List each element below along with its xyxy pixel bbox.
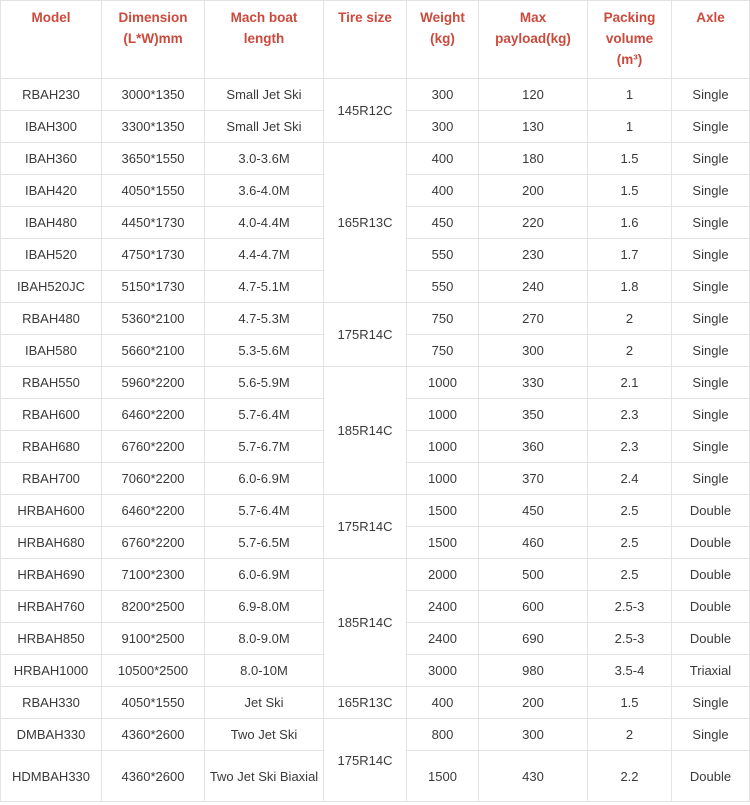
- cell-boat-length: 5.7-6.4M: [205, 399, 324, 431]
- cell-packing-volume: 2.5: [588, 495, 672, 527]
- cell-weight: 400: [407, 143, 479, 175]
- cell-weight: 800: [407, 719, 479, 751]
- cell-max-payload: 120: [479, 79, 588, 111]
- cell-boat-length: 4.7-5.1M: [205, 271, 324, 303]
- cell-packing-volume: 1.7: [588, 239, 672, 271]
- cell-boat-length: 5.6-5.9M: [205, 367, 324, 399]
- cell-model: IBAH360: [1, 143, 102, 175]
- cell-max-payload: 180: [479, 143, 588, 175]
- cell-tire-size: 175R14C: [324, 719, 407, 802]
- cell-dimension: 4450*1730: [102, 207, 205, 239]
- cell-model: RBAH700: [1, 463, 102, 495]
- cell-packing-volume: 1.8: [588, 271, 672, 303]
- cell-model: DMBAH330: [1, 719, 102, 751]
- cell-axle: Single: [672, 367, 750, 399]
- cell-boat-length: 6.0-6.9M: [205, 559, 324, 591]
- cell-weight: 1000: [407, 367, 479, 399]
- cell-weight: 1000: [407, 463, 479, 495]
- cell-packing-volume: 2: [588, 303, 672, 335]
- cell-axle: Single: [672, 463, 750, 495]
- cell-dimension: 6760*2200: [102, 431, 205, 463]
- cell-max-payload: 240: [479, 271, 588, 303]
- cell-packing-volume: 2.5: [588, 559, 672, 591]
- cell-packing-volume: 2.3: [588, 399, 672, 431]
- cell-max-payload: 300: [479, 719, 588, 751]
- cell-model: HRBAH1000: [1, 655, 102, 687]
- cell-weight: 750: [407, 335, 479, 367]
- cell-weight: 550: [407, 239, 479, 271]
- cell-tire-size: 175R14C: [324, 495, 407, 559]
- cell-packing-volume: 2: [588, 719, 672, 751]
- cell-boat-length: 8.0-10M: [205, 655, 324, 687]
- cell-packing-volume: 2.3: [588, 431, 672, 463]
- cell-weight: 1000: [407, 399, 479, 431]
- cell-max-payload: 200: [479, 687, 588, 719]
- header-axle: Axle: [672, 1, 750, 79]
- cell-axle: Double: [672, 559, 750, 591]
- cell-model: RBAH550: [1, 367, 102, 399]
- cell-weight: 300: [407, 111, 479, 143]
- cell-packing-volume: 1.6: [588, 207, 672, 239]
- cell-axle: Single: [672, 431, 750, 463]
- cell-axle: Single: [672, 79, 750, 111]
- cell-boat-length: 5.7-6.4M: [205, 495, 324, 527]
- cell-tire-size: 185R14C: [324, 559, 407, 687]
- cell-weight: 1500: [407, 751, 479, 802]
- cell-max-payload: 360: [479, 431, 588, 463]
- table-row: [1, 367, 750, 399]
- cell-axle: Single: [672, 335, 750, 367]
- cell-axle: Double: [672, 623, 750, 655]
- cell-max-payload: 220: [479, 207, 588, 239]
- cell-packing-volume: 2: [588, 335, 672, 367]
- cell-dimension: 4050*1550: [102, 687, 205, 719]
- cell-model: RBAH680: [1, 431, 102, 463]
- header-boat-length: Mach boat length: [205, 1, 324, 79]
- cell-packing-volume: 2.5-3: [588, 623, 672, 655]
- cell-model: RBAH600: [1, 399, 102, 431]
- header-dimension: Dimension (L*W)mm: [102, 1, 205, 79]
- cell-boat-length: 3.0-3.6M: [205, 143, 324, 175]
- cell-model: IBAH300: [1, 111, 102, 143]
- cell-axle: Double: [672, 591, 750, 623]
- table-row: [1, 79, 750, 111]
- cell-max-payload: 270: [479, 303, 588, 335]
- cell-model: IBAH480: [1, 207, 102, 239]
- cell-boat-length: Small Jet Ski: [205, 111, 324, 143]
- cell-dimension: 5960*2200: [102, 367, 205, 399]
- cell-boat-length: Small Jet Ski: [205, 79, 324, 111]
- cell-axle: Double: [672, 495, 750, 527]
- cell-dimension: 6460*2200: [102, 495, 205, 527]
- cell-axle: Double: [672, 751, 750, 802]
- cell-max-payload: 130: [479, 111, 588, 143]
- table-row: [1, 559, 750, 591]
- cell-max-payload: 500: [479, 559, 588, 591]
- cell-model: HRBAH690: [1, 559, 102, 591]
- cell-max-payload: 300: [479, 335, 588, 367]
- cell-weight: 400: [407, 687, 479, 719]
- cell-max-payload: 980: [479, 655, 588, 687]
- cell-model: IBAH520: [1, 239, 102, 271]
- cell-boat-length: 4.4-4.7M: [205, 239, 324, 271]
- cell-dimension: 6460*2200: [102, 399, 205, 431]
- cell-weight: 1000: [407, 431, 479, 463]
- cell-model: RBAH230: [1, 79, 102, 111]
- cell-dimension: 6760*2200: [102, 527, 205, 559]
- cell-boat-length: 8.0-9.0M: [205, 623, 324, 655]
- cell-model: RBAH480: [1, 303, 102, 335]
- cell-dimension: 4050*1550: [102, 175, 205, 207]
- cell-weight: 2400: [407, 591, 479, 623]
- cell-model: HRBAH760: [1, 591, 102, 623]
- cell-weight: 1500: [407, 495, 479, 527]
- cell-weight: 3000: [407, 655, 479, 687]
- table-row: [1, 687, 750, 719]
- cell-weight: 300: [407, 79, 479, 111]
- cell-max-payload: 200: [479, 175, 588, 207]
- cell-axle: Single: [672, 687, 750, 719]
- cell-tire-size: 165R13C: [324, 143, 407, 303]
- cell-boat-length: Two Jet Ski: [205, 719, 324, 751]
- cell-axle: Single: [672, 719, 750, 751]
- cell-axle: Single: [672, 143, 750, 175]
- cell-max-payload: 460: [479, 527, 588, 559]
- cell-dimension: 4360*2600: [102, 719, 205, 751]
- cell-dimension: 8200*2500: [102, 591, 205, 623]
- cell-dimension: 3300*1350: [102, 111, 205, 143]
- cell-packing-volume: 1.5: [588, 143, 672, 175]
- cell-boat-length: 4.0-4.4M: [205, 207, 324, 239]
- cell-model: HRBAH680: [1, 527, 102, 559]
- cell-weight: 2400: [407, 623, 479, 655]
- table-row: [1, 719, 750, 751]
- cell-axle: Single: [672, 207, 750, 239]
- cell-boat-length: Jet Ski: [205, 687, 324, 719]
- cell-packing-volume: 1.5: [588, 687, 672, 719]
- cell-model: IBAH520JC: [1, 271, 102, 303]
- cell-boat-length: 5.7-6.7M: [205, 431, 324, 463]
- cell-tire-size: 175R14C: [324, 303, 407, 367]
- cell-packing-volume: 1: [588, 111, 672, 143]
- header-weight: Weight (kg): [407, 1, 479, 79]
- cell-model: HRBAH600: [1, 495, 102, 527]
- table-row: [1, 143, 750, 175]
- cell-boat-length: 3.6-4.0M: [205, 175, 324, 207]
- cell-packing-volume: 2.5-3: [588, 591, 672, 623]
- cell-boat-length: 6.9-8.0M: [205, 591, 324, 623]
- cell-packing-volume: 2.1: [588, 367, 672, 399]
- cell-max-payload: 430: [479, 751, 588, 802]
- cell-weight: 750: [407, 303, 479, 335]
- header-model: Model: [1, 1, 102, 79]
- table-body: [1, 79, 750, 802]
- cell-boat-length: 4.7-5.3M: [205, 303, 324, 335]
- cell-packing-volume: 1.5: [588, 175, 672, 207]
- cell-axle: Single: [672, 399, 750, 431]
- cell-max-payload: 350: [479, 399, 588, 431]
- header-packing-volume: Packing volume (m³): [588, 1, 672, 79]
- header-tire-size: Tire size: [324, 1, 407, 79]
- header-row: [1, 1, 750, 79]
- cell-axle: Single: [672, 303, 750, 335]
- cell-dimension: 7100*2300: [102, 559, 205, 591]
- cell-weight: 550: [407, 271, 479, 303]
- cell-weight: 450: [407, 207, 479, 239]
- cell-max-payload: 330: [479, 367, 588, 399]
- cell-model: IBAH420: [1, 175, 102, 207]
- cell-dimension: 5360*2100: [102, 303, 205, 335]
- cell-max-payload: 600: [479, 591, 588, 623]
- cell-packing-volume: 1: [588, 79, 672, 111]
- cell-dimension: 10500*2500: [102, 655, 205, 687]
- cell-axle: Triaxial: [672, 655, 750, 687]
- cell-tire-size: 185R14C: [324, 367, 407, 495]
- table-row: [1, 495, 750, 527]
- cell-dimension: 3000*1350: [102, 79, 205, 111]
- cell-axle: Single: [672, 271, 750, 303]
- cell-boat-length: 5.3-5.6M: [205, 335, 324, 367]
- cell-dimension: 9100*2500: [102, 623, 205, 655]
- cell-max-payload: 230: [479, 239, 588, 271]
- cell-weight: 2000: [407, 559, 479, 591]
- cell-axle: Single: [672, 175, 750, 207]
- table-row: [1, 303, 750, 335]
- cell-axle: Single: [672, 111, 750, 143]
- cell-weight: 1500: [407, 527, 479, 559]
- cell-dimension: 4360*2600: [102, 751, 205, 802]
- cell-tire-size: 145R12C: [324, 79, 407, 143]
- cell-model: IBAH580: [1, 335, 102, 367]
- cell-boat-length: Two Jet Ski Biaxial: [205, 751, 324, 802]
- cell-axle: Single: [672, 239, 750, 271]
- cell-tire-size: 165R13C: [324, 687, 407, 719]
- cell-boat-length: 6.0-6.9M: [205, 463, 324, 495]
- cell-dimension: 5150*1730: [102, 271, 205, 303]
- cell-max-payload: 450: [479, 495, 588, 527]
- cell-max-payload: 370: [479, 463, 588, 495]
- cell-packing-volume: 2.2: [588, 751, 672, 802]
- cell-packing-volume: 2.5: [588, 527, 672, 559]
- cell-axle: Double: [672, 527, 750, 559]
- header-max-payload: Max payload(kg): [479, 1, 588, 79]
- cell-packing-volume: 2.4: [588, 463, 672, 495]
- cell-model: HDMBAH330: [1, 751, 102, 802]
- cell-boat-length: 5.7-6.5M: [205, 527, 324, 559]
- cell-dimension: 5660*2100: [102, 335, 205, 367]
- cell-weight: 400: [407, 175, 479, 207]
- cell-model: RBAH330: [1, 687, 102, 719]
- cell-dimension: 7060*2200: [102, 463, 205, 495]
- cell-dimension: 3650*1550: [102, 143, 205, 175]
- cell-dimension: 4750*1730: [102, 239, 205, 271]
- cell-model: HRBAH850: [1, 623, 102, 655]
- cell-max-payload: 690: [479, 623, 588, 655]
- cell-packing-volume: 3.5-4: [588, 655, 672, 687]
